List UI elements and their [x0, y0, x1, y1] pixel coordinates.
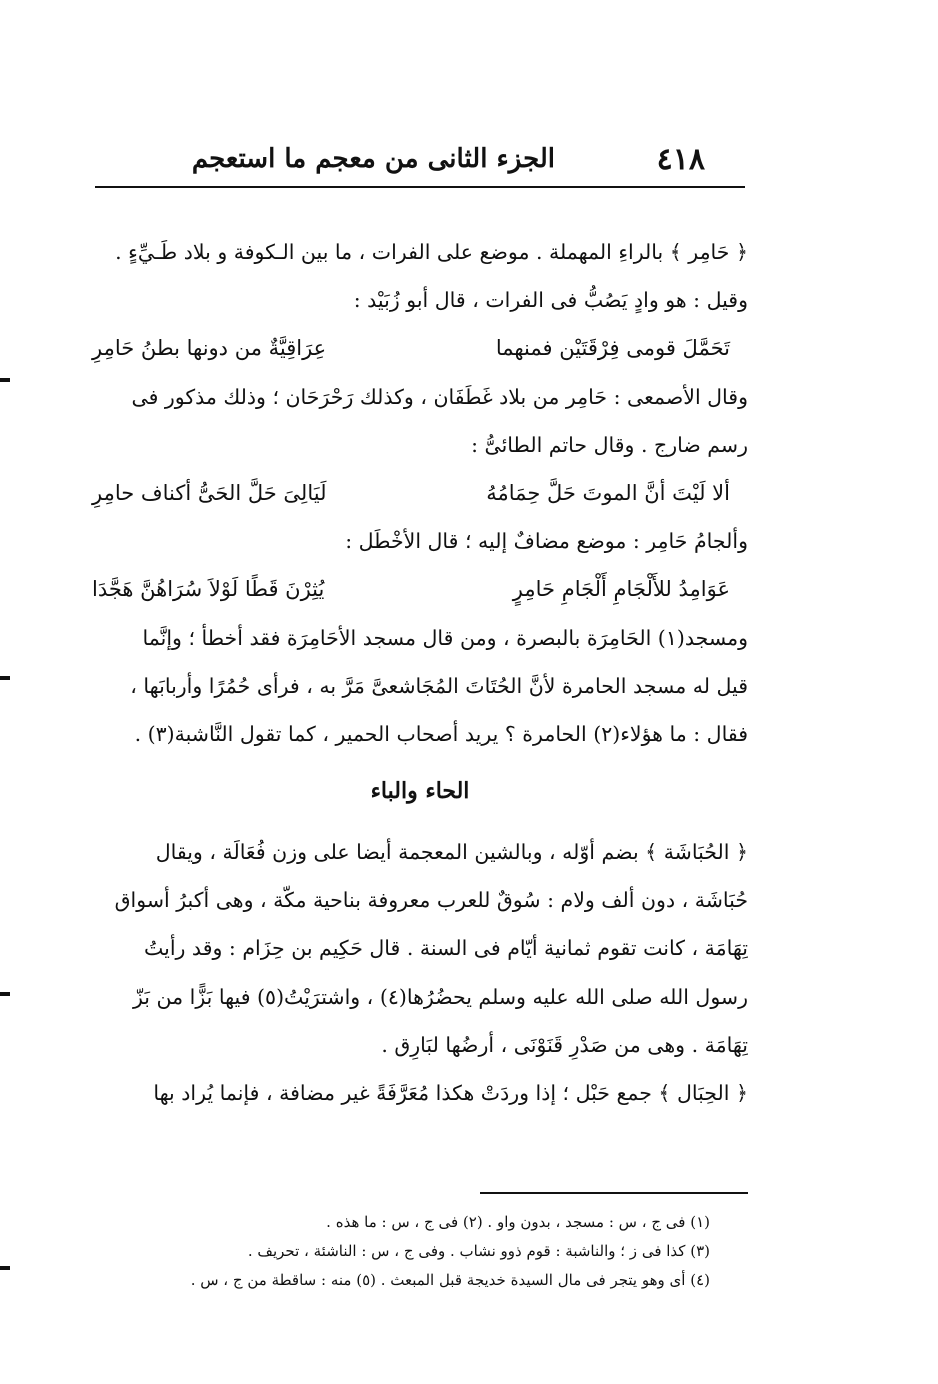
footnote-rule: [480, 1192, 748, 1194]
header-rule: [95, 186, 745, 188]
scan-margin-mark: [0, 992, 10, 996]
verse-first-hemistich: تَحَمَّلَ قومى فِرْقَتَيْن فمنهما: [495, 336, 730, 361]
running-title: الجزء الثانى من معجم ما استعجم: [191, 144, 555, 174]
text-line: رسم ضارج . وقال حاتم الطائىُّ :: [471, 432, 748, 457]
page-number: ٤١٨: [656, 142, 705, 177]
page-header: [95, 140, 745, 188]
text-line: ﴿ الحُبَاشَة ﴾ بضم أوّله ، وبالشين المعجمة أيضا على وزن فُعَالَة ، ويقال: [155, 840, 748, 865]
scan-margin-mark: [0, 676, 10, 680]
text-line: ﴿ الحِبَال ﴾ جمع حَبْل ؛ إذا وردَتْ هكذا مُعَرَّفَةً غير مضافة ، فإنما يُراد بها: [153, 1081, 748, 1105]
footnote-line: (٤) أى وهو يتجر فى مال السيدة خديجة قبل المبعث . (٥) منه : ساقطة من ج ، س .: [190, 1271, 710, 1289]
footnotes: [120, 1208, 710, 1295]
text-line: تِهَامَة ، كانت تقوم ثمانية أيّام فى السنة . قال حَكِيم بن حِزَام : وقد رأيتُ: [143, 936, 748, 961]
text-line: تِهَامَة . وهى من صَدْرِ قَنَوْنَى ، أرضُها لبَارِق .: [381, 1032, 748, 1057]
verse-first-hemistich: ألا لَيْتَ أنَّ الموتَ حَلَّ حِمَامُهُ: [486, 480, 730, 505]
main-text: [92, 228, 748, 1117]
verse-second-hemistich: لَيَالِىَ حَلَّ الحَىُّ أكناف حامِرِ: [92, 480, 327, 505]
text-line: وقال الأصمعى : حَامِر من بلاد غَطَفَان ، وكذلك رَحْرَحَان ؛ وذلك مذكور فى: [131, 384, 748, 409]
footnote-line: (١) فى ج ، س : مسجد ، بدون واو . (٢) فى ج ، س : ما هذه .: [326, 1213, 710, 1231]
footnote-line: (٣) كذا فى ز ؛ والناشبة : قوم ذوو نشاب . وفى ج ، س : الناشئة ، تحريف .: [247, 1242, 710, 1260]
verse-abu-zubayd: [92, 324, 748, 372]
scan-margin-mark: [0, 378, 10, 382]
text-line: ومسجد(١) الحَامِرَة بالبصرة ، ومن قال مسجد الأحَامِرَة فقد أخطأ ؛ وإنَّما: [142, 625, 748, 650]
text-line: رسول الله صلى الله عليه وسلم يحضُرُها(٤) ، واشترَيْتُ(٥) فيها بَزًّا من بَزّ: [132, 984, 748, 1009]
section-heading: الحاء والباء: [370, 778, 470, 805]
text-line: وقيل : هو وادٍ يَصُبُّ فى الفرات ، قال أبو زُبَيْد :: [353, 288, 748, 313]
verse-first-hemistich: عَوَامِدُ للأَلْجَامِ أَلْجَامِ حَامِرٍ: [512, 577, 730, 602]
text-line: قيل له مسجد الحامرة لأنَّ الحُتَاتَ المُجَاشعىَّ مَرَّ به ، فرأى حُمُرًا وأربابَها ،: [130, 673, 748, 698]
text-line: فقال : ما هؤلاء(٢) الحامرة ؟ يريد أصحاب الحمير ، كما تقول النَّاشبة(٣) .: [134, 721, 748, 746]
scan-margin-mark: [0, 1266, 10, 1270]
verse-hatim: [92, 469, 748, 517]
verse-second-hemistich: يُثِرْنَ قَطًا لَوْلاَ سُرَاهُنَّ هَجَّدَا: [92, 577, 325, 602]
text-line: وألجامُ حَامِر : موضع مضافٌ إليه ؛ قال الأخْطَل :: [345, 529, 748, 554]
verse-second-hemistich: عِرَاقِيَّةٌ من دونها بطنُ حَامِرِ: [92, 336, 327, 361]
text-line: حُبَاشَة ، دون ألف ولام : سُوقٌ للعرب معروفة بناحية مكّة ، وهى أكبرُ أسواق: [114, 888, 748, 913]
text-line: ﴿ حَامِر ﴾ بالراءِ المهملة . موضع على الفرات ، ما بين الـكوفة و بلاد طَـيِّءٍ .: [115, 240, 748, 264]
verse-akhtal: [92, 565, 748, 613]
